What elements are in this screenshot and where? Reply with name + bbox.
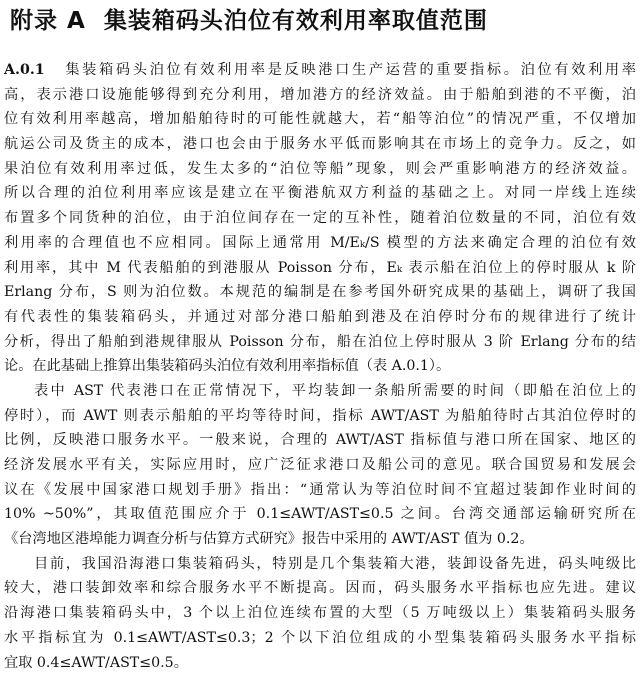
text-line: 议在《发展中国家港口规划手册》指出：“通常认为等泊位时间不宜超过装卸作业时间的 (4, 481, 636, 498)
text-line: 水平指标宜为 0.1≤AWT/AST≤0.3；2 个以下泊位组成的小型集装箱码头服务水平指标 (4, 629, 636, 646)
text-line: 沿海港口集装箱码头中，3 个以上泊位连续布置的大型（5 万吨级以上）集装箱码头服务 (4, 605, 636, 622)
text-line: 高，表示港口设施能够得到充分利用，增加港方的经济效益。由于船舶到港的不平衡，泊 (4, 86, 636, 103)
text-line: 果泊位有效利用率过低，发生太多的“泊位等船”现象，则会严重影响港方的经济效益。 (4, 160, 636, 177)
text-line: 较大，港口装卸效率和综合服务水平不断提高。因而，码头服务水平指标也应先进。建议 (4, 580, 636, 597)
appendix-title (10, 6, 488, 36)
text-line: 10% ~50%”，其取值范围应介于 0.1≤AWT/AST≤0.5 之间。台湾交通部运输研究所在 (4, 506, 636, 523)
text-line: 经济发展水平有关，实际应用时，应广泛征求港口及船公司的意见。联合国贸易和发展会 (4, 457, 636, 473)
text-line: 位有效利用率越高，增加船舶待时的可能性就越大，若“船等泊位”的情况严重，不仅增加 (4, 111, 636, 128)
text-line: 停时），而 AWT 则表示船舶的平均等待时间，指标 AWT/AST 为船舶待时占其泊位停时的 (4, 407, 636, 424)
text-line: 所以合理的泊位利用率应该是建立在平衡港航双方利益的基础之上。对同一岸线上连续 (4, 185, 636, 202)
text-line: 有代表性的集装箱码头，并通过对部分港口船舶到港及在泊停时分布的规律进行了统计 (4, 308, 636, 325)
text-line: A.0.1 集装箱码头泊位有效利用率是反映港口生产运营的重要指标。泊位有效利用率 (4, 62, 636, 78)
text-line: 目前，我国沿海港口集装箱码头，特别是几个集装箱大港，装卸设备先进，码头吨级比 (34, 555, 636, 572)
text-line: 论。在此基础上推算出集装箱码头泊位有效利用率指标值（表 A.0.1）。 (4, 358, 451, 375)
text-line: 利用率的合理值也不应相同。国际上通常用 M/Eₖ/S 模型的方法来确定合理的泊位有效 (4, 234, 636, 251)
text-line: 《台湾地区港埠能力调查分析与估算方式研究》报告中采用的 AWT/AST 值为 0.2。 (4, 531, 534, 548)
text-line: 航运公司及货主的成本，港口也会由于服务水平低而影响其在市场上的竞争力。反之，如 (4, 136, 636, 153)
text-line: 表中 AST 代表港口在正常情况下，平均装卸一条船所需要的时间（即船在泊位上的 (34, 382, 636, 399)
section-number: A.0.1 (4, 62, 45, 78)
text-line: 布置多个同货种的泊位，由于泊位间存在一定的互补性，随着泊位数量的不同，泊位有效 (4, 210, 636, 227)
text-line: 宜取 0.4≤AWT/AST≤0.5。 (4, 654, 188, 671)
text-line: 利用率，其中 M 代表船舶的到港服从 Poisson 分布，Eₖ 表示船在泊位上的停时服从 k 阶 (4, 259, 636, 276)
text-line: Erlang 分布，S 则为泊位数。本规范的编制是在参考国外研究成果的基础上，调研了我国 (4, 284, 636, 301)
text-line: 比例，反映港口服务水平。一般来说，合理的 AWT/AST 指标值与港口所在国家、地区的 (4, 432, 636, 449)
appendix-label: 附录 A (10, 8, 86, 34)
document-body (4, 58, 636, 675)
text-line: 分析，得出了船舶到港规律服从 Poisson 分布，船在泊位上停时服从 3 阶 Erlang 分布的结 (4, 333, 636, 350)
appendix-heading: 集装箱码头泊位有效利用率取值范围 (103, 8, 488, 34)
